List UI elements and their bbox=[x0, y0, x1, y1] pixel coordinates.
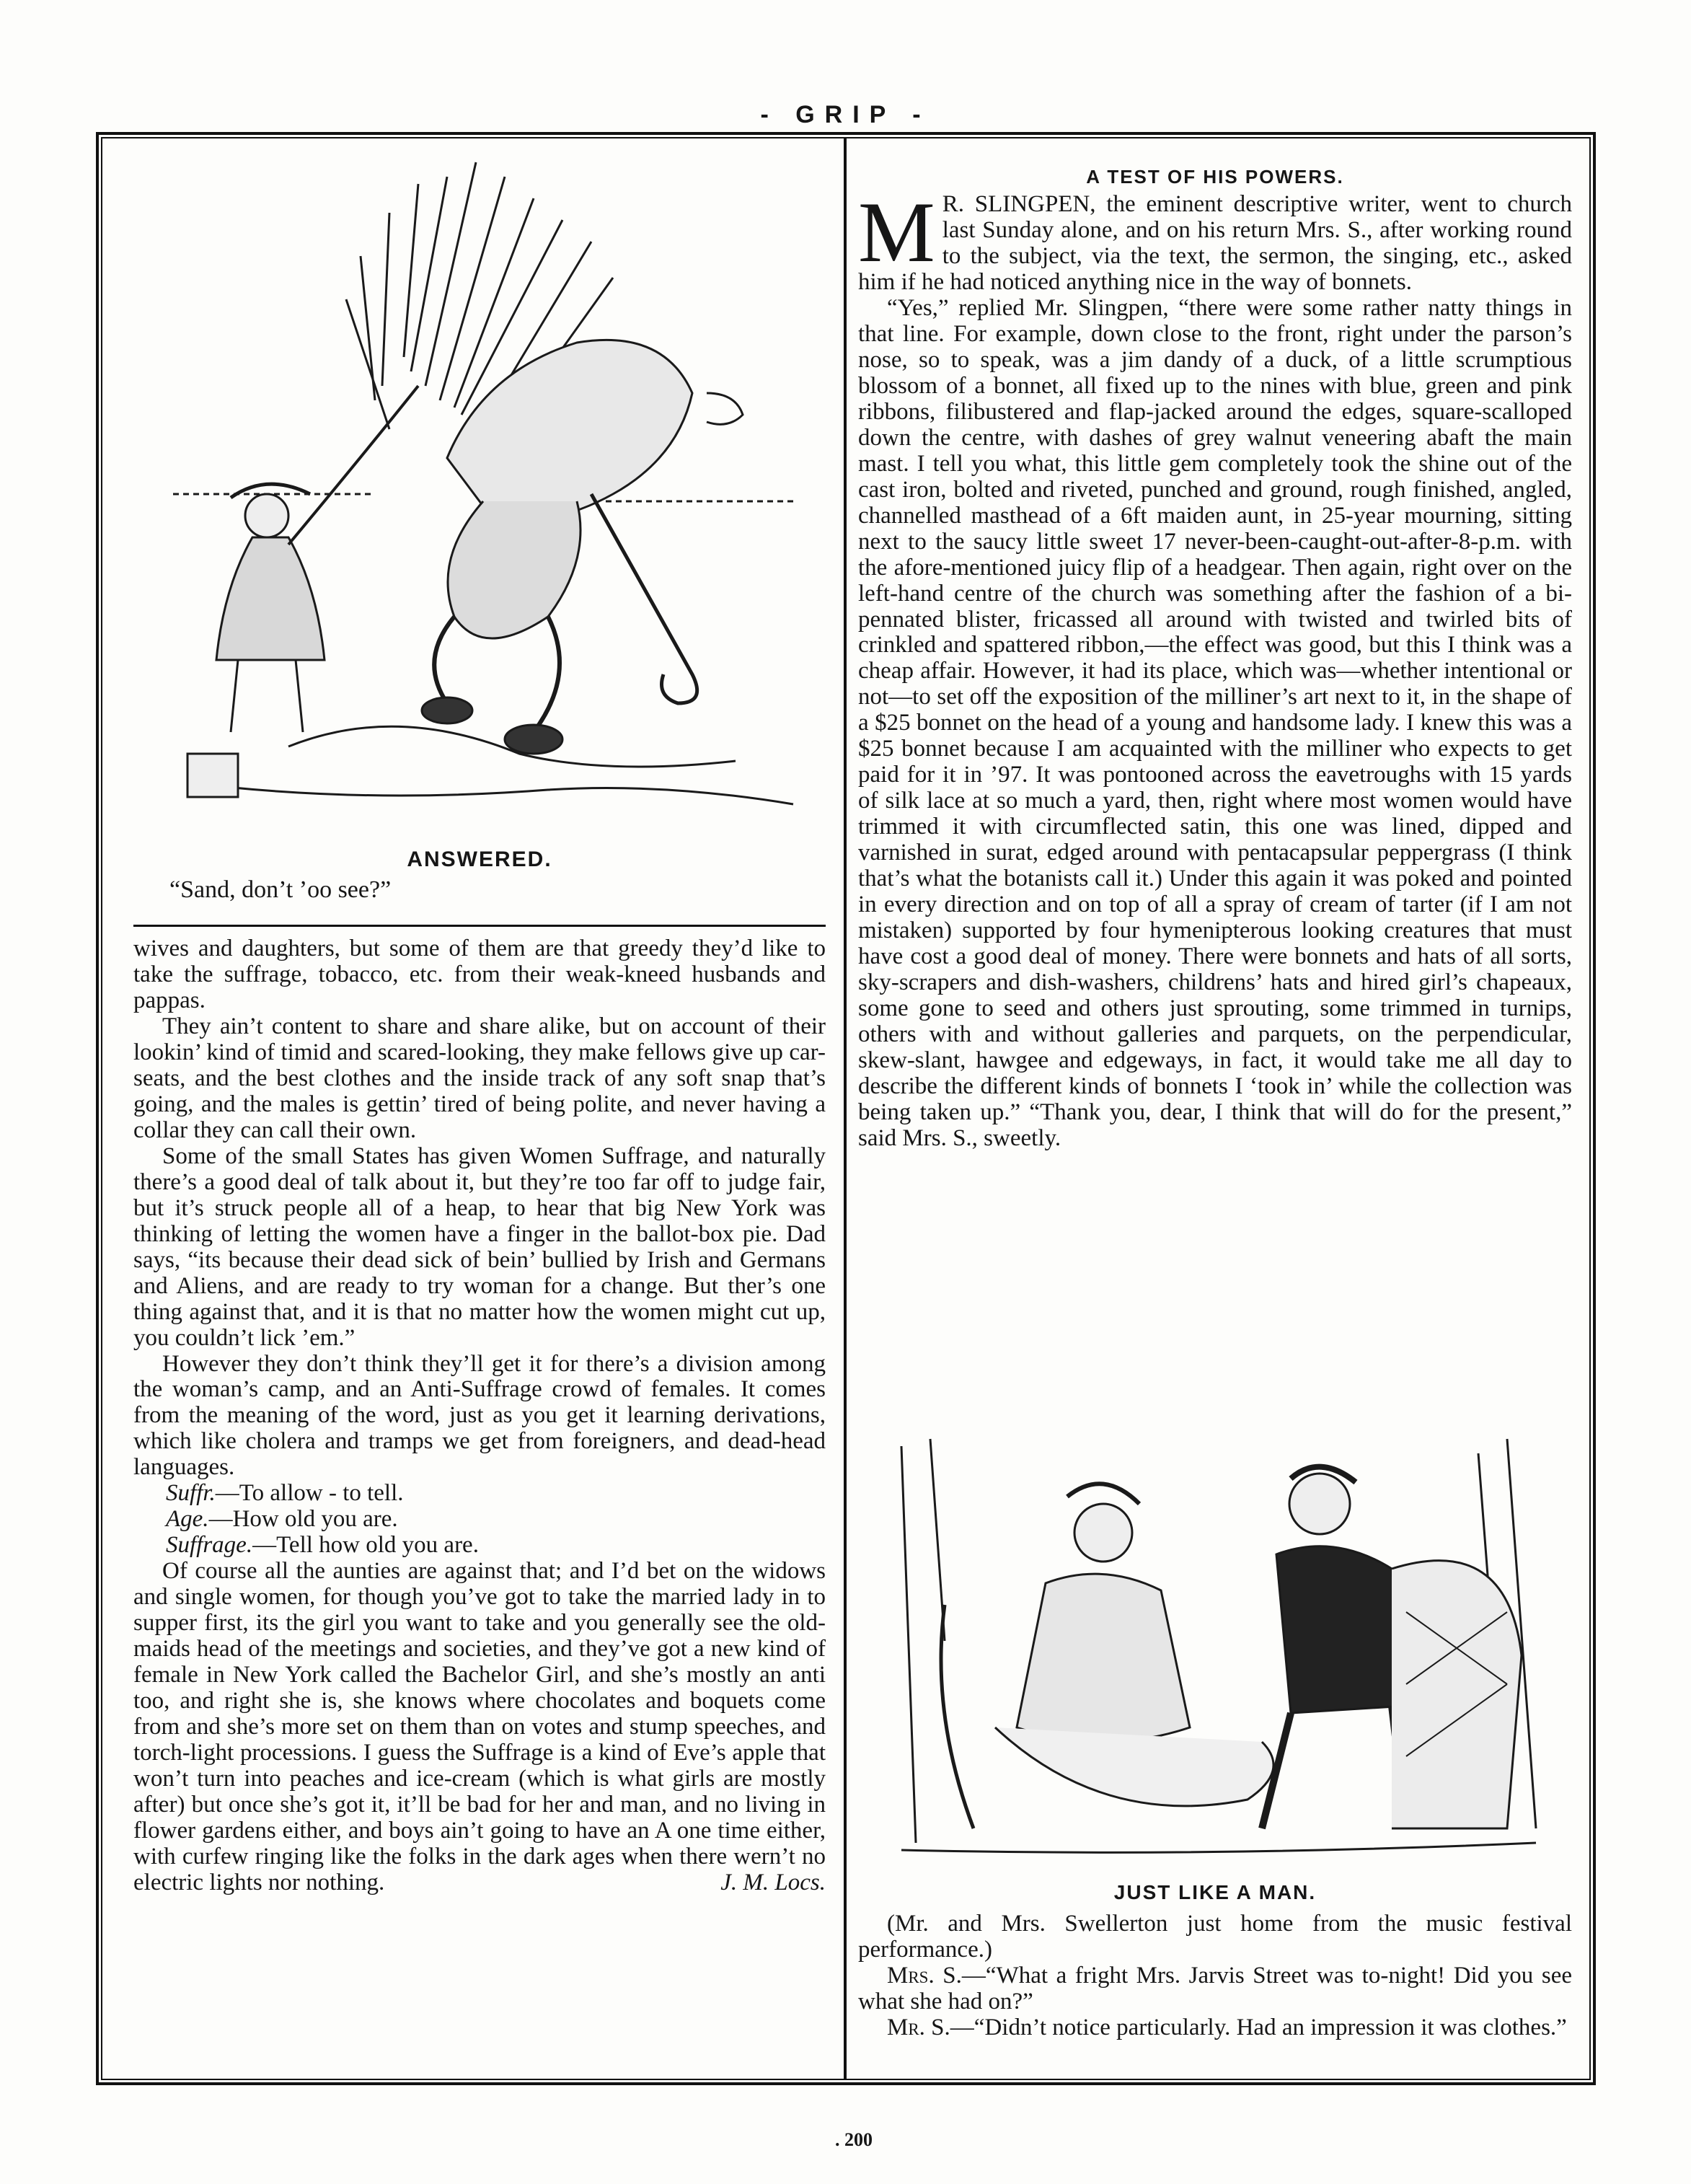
left-paragraph: wives and daughters, but some of them are that greedy they’d like to take the suffrage, tobacco, etc. from their weak-kneed husbands and pappas. bbox=[133, 935, 826, 1013]
line: —“What a fright Mrs. Jarvis Street was to-night! Did you see what she had on?” bbox=[858, 1962, 1573, 2015]
definition-meaning: —To allow - to tell. bbox=[215, 1480, 404, 1507]
answered-caption-text: “Sand, don’t ’oo see?” bbox=[169, 876, 392, 903]
page-number: . 200 bbox=[835, 2129, 873, 2150]
definition-term: Age. bbox=[166, 1506, 209, 1533]
article-title: A TEST OF HIS POWERS. bbox=[1086, 166, 1344, 188]
definition-term: Suffr. bbox=[166, 1480, 216, 1507]
left-divider-rule bbox=[133, 925, 826, 927]
scene-note: (Mr. and Mrs. Swellerton just home from the music festival performance.) bbox=[858, 1911, 1572, 1963]
drop-cap: M bbox=[858, 184, 935, 280]
speaker: Mr. S. bbox=[887, 2014, 950, 2040]
definition-meaning: —How old you are. bbox=[208, 1506, 398, 1533]
right-paragraph bbox=[858, 184, 1572, 296]
definition bbox=[133, 1533, 826, 1559]
closing-paragraph: Of course all the aunties are against that; and I’d bet on the widows and single women, for though you’ve got to take the married lady in to supper first, its the girl you want to take and you generally see the old-maids head of the meetings and societies, and they’ve got a new kind of female in New York called the Bachelor Girl, and she’s mostly an anti too, and right she is, she knows where chocolates and boquets come from and she’s more set on them than on votes and stump speeches, and torch-light processions. I guess the Suffrage is a kind of Eve’s apple that won’t turn into peaches and ice-cream (which is what girls are mostly after) but once she’s got it, it’ll be bad for her and man, and no living in flower gardens either, and boys ain’t going to have an A one time either, with curfew ringing like the folks in the dark ages when there wern’t no electric lights nor nothing. bbox=[133, 1558, 826, 1895]
answered-caption-title: ANSWERED. bbox=[407, 847, 552, 871]
first-paragraph-text: R. SLINGPEN, the eminent descriptive writer, went to church last Sunday alone, and on his return Mrs. S., after working round to the subject, via the text, the sermon, the singing, etc., asked him if he had noticed anything nice in the way of bonnets. bbox=[858, 191, 1572, 295]
just-like-a-man-title: JUST LIKE A MAN. bbox=[1113, 1881, 1317, 1903]
definition-term: Suffrage. bbox=[166, 1532, 253, 1559]
masthead: - GRIP - bbox=[760, 101, 931, 128]
left-paragraph: Some of the small States has given Women Suffrage, and naturally there’s a good deal of talk about it, but they’re too far off to judge fair, but it’s struck people all of a heap, to hear that big New York was thinking of letting the women have a finger in the ballot-box pie. Dad says, “its because their dead sick of bein’ bullied by Irish and Germans and Aliens, and are ready to try woman for a change. But ther’s one thing against that, and it is that no matter how the women might cut up, you couldn’t lick ’em.” bbox=[133, 1142, 826, 1351]
definition-meaning: —Tell how old you are. bbox=[252, 1532, 479, 1559]
dialogue-line bbox=[858, 2015, 1572, 2041]
signature: J. M. Locs. bbox=[720, 1869, 826, 1895]
answered-illustration bbox=[144, 155, 815, 840]
speaker: Mrs. S. bbox=[887, 1962, 962, 1989]
left-paragraph bbox=[133, 1559, 826, 1896]
column-divider bbox=[844, 138, 847, 2079]
definition bbox=[133, 1507, 826, 1533]
right-closing-text bbox=[858, 1911, 1572, 2041]
right-paragraph: “Yes,” replied Mr. Slingpen, “there were some rather natty things in that line. For example, down close to the front, right under the parson’s nose, so to speak, was a jim dandy of a duck, of a little scrumptious blossom of a bonnet, all fixed up to the nines with blue, green and pink ribbons, filibustered and flap-jacked around the edges, square-scalloped down the centre, with dashes of grey walnut veneering abaft the main mast. I tell you what, this little gem completely took the shine out of the cast iron, bolted and riveted, punched and ground, rough finished, angled, channelled masthead of a 6ft maiden aunt, in 25-year mourning, sitting next to the saucy little sweet 17 never-been-caught-out-after-8-p.m. with the afore-mentioned juicy flip of a headgear. Then again, right over on the left-hand centre of the church was something after the fashion of a bi-pennated blister, fricassed all around with twisted and twirled bits of crinkled and spattered ribbon,—the effect was good, but this I think was a cheap affair. However, it had its place, which was—whether intentional or not—to set off the exposition of the milliner’s art next to it, in the shape of a $25 bonnet on the head of a young and handsome lady. I knew this was a $25 bonnet because I am acquainted with the milliner who expects to get paid for it in ’97. It was pontooned across the eavetroughs with 15 yards of silk lace at so much a yard, then, right where most women would have trimmed it with circumflected satin, this one was lined, dipped and varnished in surat, edged around with pentacapsular peppergrass (I think that’s what the botanists call it.) Under this again it was poked and pointed in every direction and on top of all a spray of cream of tarter (if I am not mistaken) supported by four hymenipterous looking creatures that must have cost a good deal of money. There were bonnets and hats of all sorts, sky-scrapers and dish-washers, childrens’ hats and hired girl’s chapeaux, some gone to seed and others just sprouting, some trimmed in turnips, others with and without galleries and parquets, on the perpendicular, skew-slant, hawgee and edgeways, in fact, it would take me all day to describe the different kinds of bonnets I ‘took in’ while the collection was being taken up.” “Thank you, dear, I think that will do for the present,” said Mrs. S., sweetly. bbox=[858, 294, 1572, 1151]
left-paragraph: They ain’t content to share and share alike, but on account of their lookin’ kind of timid and scared-looking, they make fellows give up car-seats, and the best clothes and the inside track of any soft snap that’s going, and the males is gettin’ tired of being polite, and never having a collar they can call their own. bbox=[133, 1013, 826, 1143]
left-body-text bbox=[133, 936, 826, 1896]
right-body-text bbox=[858, 184, 1572, 1152]
dialogue-line bbox=[858, 1963, 1572, 2015]
left-paragraph: However they don’t think they’ll get it for there’s a division among the woman’s camp, and an Anti-Suffrage crowd of females. It comes from the meaning of the word, just as you get it learning derivations, which like cholera and tramps we get from foreigners, and dead-head languages. bbox=[133, 1350, 826, 1481]
definition bbox=[133, 1481, 826, 1507]
just-like-a-man-illustration bbox=[887, 1425, 1558, 1872]
line: —“Didn’t notice particularly. Had an impression it was clothes.” bbox=[950, 2014, 1567, 2040]
